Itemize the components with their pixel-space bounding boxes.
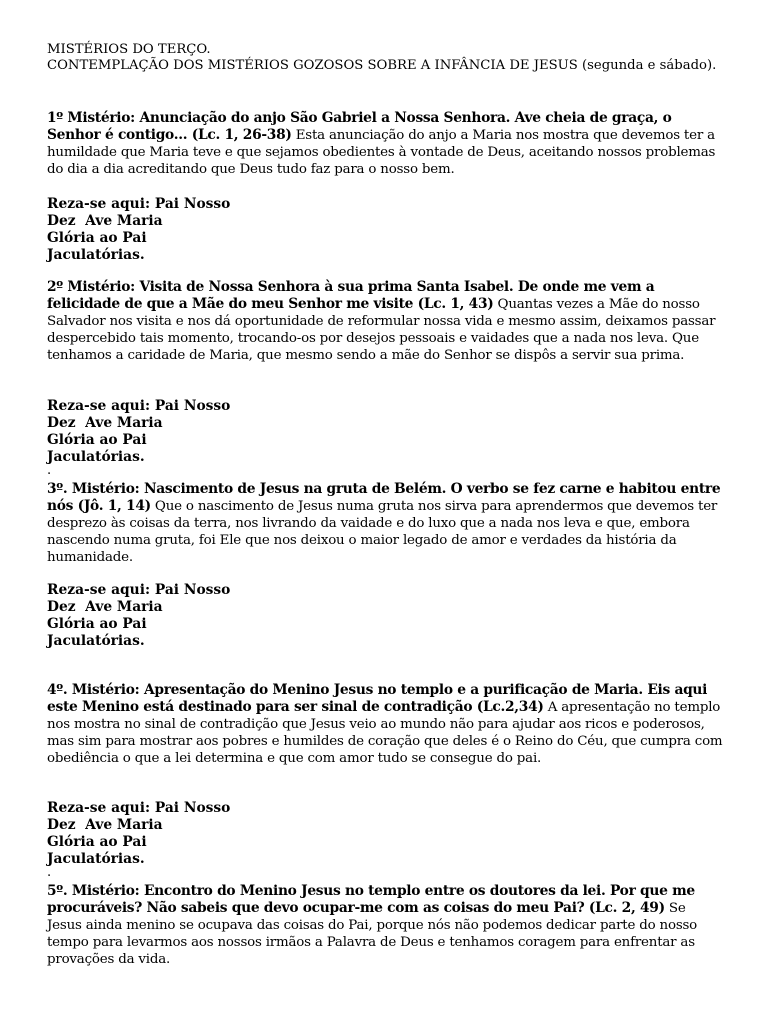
separator-dot: . [47, 463, 52, 478]
separator-dot: . [47, 865, 52, 880]
mystery-3-heading: 3º. Mistério: Nascimento de Jesus na gruta de Belém. O verbo se fez carne e habitou entre nós (Jô. 1, 14) [47, 481, 721, 514]
mystery-2-text: Quantas vezes a Mãe do nosso Salvador nos visita e nos dá oportunidade de reformular nossa vida e mesmo assim, deixamos passar despercebido tais momento, trocando-os por desejos pessoais e vaidades que a nada nos leva. Que tenhamos a caridade de Maria, que mesmo sendo a mãe do Senhor se dispôs a servir sua prima. [47, 297, 716, 363]
prayer-gloria: Glória ao Pai [47, 432, 147, 448]
prayer-pai-nosso: Reza-se aqui: Pai Nosso [47, 398, 231, 414]
mystery-4-heading: 4º. Mistério: Apresentação do Menino Jesus no templo e a purificação de Maria. Eis aqui este Menino está destinado para ser sinal de contradição (Lc.2,34) [47, 682, 708, 715]
document-subtitle: CONTEMPLAÇÃO DOS MISTÉRIOS GOZOSOS SOBRE A INFÂNCIA DE JESUS (segunda e sábado). [47, 58, 717, 73]
mystery-1-heading: 1º Mistério: Anunciação do anjo São Gabriel a Nossa Senhora. Ave cheia de graça, o Senhor é contigo... (Lc. 1, 26-38) [47, 110, 672, 143]
prayer-jaculatorias: Jaculatórias. [47, 851, 145, 867]
mystery-3-prayers [47, 582, 723, 650]
prayer-pai-nosso: Reza-se aqui: Pai Nosso [47, 196, 231, 212]
prayer-ave-maria: Dez Ave Maria [47, 817, 163, 833]
prayer-gloria: Glória ao Pai [47, 616, 147, 632]
prayer-ave-maria: Dez Ave Maria [47, 599, 163, 615]
prayer-ave-maria: Dez Ave Maria [47, 415, 163, 431]
document-title: MISTÉRIOS DO TERÇO. [47, 42, 211, 57]
prayer-gloria: Glória ao Pai [47, 230, 147, 246]
prayer-pai-nosso: Reza-se aqui: Pai Nosso [47, 800, 231, 816]
document-header [47, 42, 723, 74]
mystery-2-heading: 2º Mistério: Visita de Nossa Senhora à sua prima Santa Isabel. De onde me vem a felicidade de que a Mãe do meu Senhor me visite (Lc. 1, 43) [47, 279, 655, 312]
mystery-4-prayers [47, 800, 723, 868]
mystery-2-paragraph [47, 279, 723, 364]
mystery-1-paragraph [47, 110, 723, 178]
mystery-5-heading: 5º. Mistério: Encontro do Menino Jesus no templo entre os doutores da lei. Por que me procuráveis? Não sabeis que devo ocupar-me com as coisas do meu Pai? (Lc. 2, 49) [47, 883, 695, 916]
mystery-4-text: A apresentação no templo nos mostra no sinal de contradição que Jesus veio ao mundo não para ajudar aos ricos e poderosos, mas sim para mostrar aos pobres e humildes de coração que deles é o Reino do Céu, que cumpra com obediência o que a lei determina e que com amor tudo se consegue do pai. [47, 700, 723, 766]
prayer-gloria: Glória ao Pai [47, 834, 147, 850]
prayer-ave-maria: Dez Ave Maria [47, 213, 163, 229]
mystery-1-text: Esta anunciação do anjo a Maria nos mostra que devemos ter a humildade que Maria teve e que sejamos obedientes à vontade de Deus, aceitando nossos problemas do dia a dia acreditando que Deus tudo faz para o nosso bem. [47, 128, 716, 177]
mystery-4-paragraph [47, 682, 723, 767]
mystery-2-prayers [47, 398, 723, 466]
prayer-jaculatorias: Jaculatórias. [47, 247, 145, 263]
mystery-3-paragraph [47, 481, 723, 566]
mystery-3-text: Que o nascimento de Jesus numa gruta nos sirva para aprendermos que devemos ter desprezo às coisas da terra, nos livrando da vaidade e do luxo que a nada nos leva e que, embora nascendo numa gruta, foi Ele que nos deixou o maior legado de amor e verdades da história da humanidade. [47, 499, 718, 565]
prayer-pai-nosso: Reza-se aqui: Pai Nosso [47, 582, 231, 598]
mystery-5-paragraph [47, 883, 723, 968]
prayer-jaculatorias: Jaculatórias. [47, 633, 145, 649]
mystery-5-text: Se Jesus ainda menino se ocupava das coisas do Pai, porque nós não podemos dedicar parte do nosso tempo para levarmos aos nossos irmãos a Palavra de Deus e tenhamos coragem para enfrentar as provações da vida. [47, 901, 698, 967]
mystery-1-prayers [47, 196, 723, 264]
prayer-jaculatorias: Jaculatórias. [47, 449, 145, 465]
